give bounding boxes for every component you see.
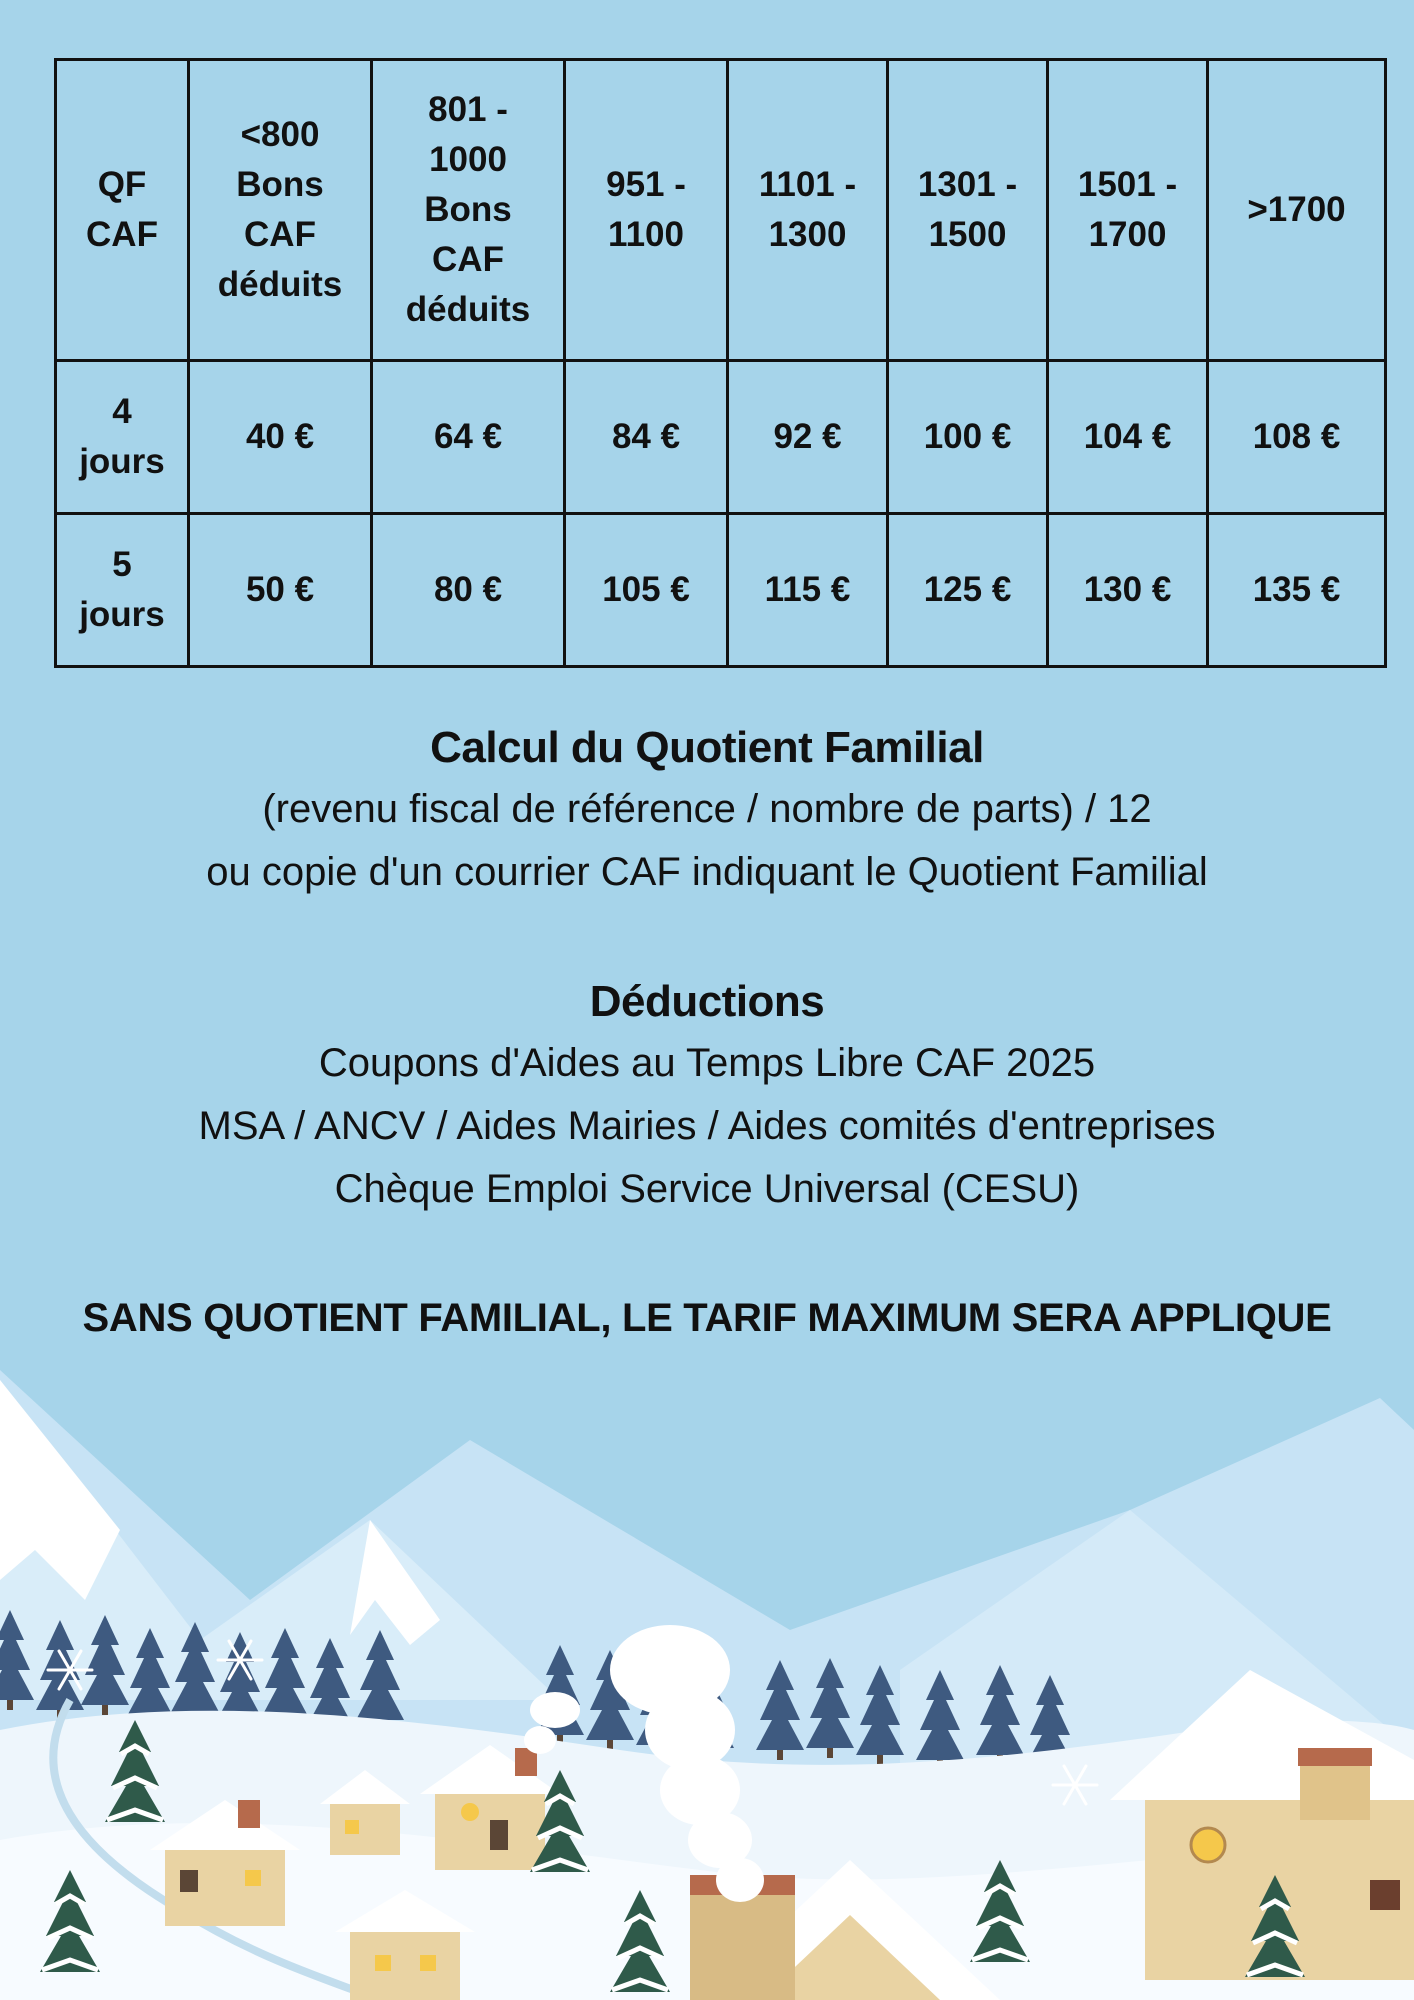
table-row: [56, 514, 1386, 667]
deductions-line: Coupons d'Aides au Temps Libre CAF 2025: [318, 1041, 1096, 1085]
warning-text: SANS QUOTIENT FAMILIAL, LE TARIF MAXIMUM SERA APPLIQUE: [82, 1296, 1332, 1340]
deductions-title: Déductions: [589, 977, 825, 1026]
quotient-formula: (revenu fiscal de référence / nombre de parts) / 12: [262, 787, 1152, 831]
header-cell: <800 Bons CAF déduits: [189, 60, 372, 361]
price-cell: 84 €: [565, 361, 728, 514]
header-cell: 1501 - 1700: [1048, 60, 1208, 361]
price-cell: 92 €: [728, 361, 888, 514]
header-cell: 1101 - 1300: [728, 60, 888, 361]
header-cell: 801 - 1000 Bons CAF déduits: [372, 60, 565, 361]
price-cell: 80 €: [372, 514, 565, 667]
deductions-line: MSA / ANCV / Aides Mairies / Aides comités d'entreprises: [198, 1104, 1216, 1148]
price-cell: 104 €: [1048, 361, 1208, 514]
quotient-alternative: ou copie d'un courrier CAF indiquant le Quotient Familial: [206, 850, 1208, 894]
tariff-table: [54, 58, 1387, 668]
price-cell: 115 €: [728, 514, 888, 667]
deductions-section: [0, 972, 1414, 1221]
row-label: 5 jours: [56, 514, 189, 667]
header-cell: 1301 - 1500: [888, 60, 1048, 361]
table-header-row: [56, 60, 1386, 361]
row-label: 4 jours: [56, 361, 189, 514]
winter-village-illustration: [0, 1370, 1414, 2000]
price-cell: 50 €: [189, 514, 372, 667]
price-cell: 105 €: [565, 514, 728, 667]
table-row: [56, 361, 1386, 514]
price-cell: 64 €: [372, 361, 565, 514]
deductions-line: Chèque Emploi Service Universal (CESU): [334, 1167, 1080, 1211]
price-cell: 130 €: [1048, 514, 1208, 667]
price-cell: 100 €: [888, 361, 1048, 514]
price-cell: 40 €: [189, 361, 372, 514]
quotient-title: Calcul du Quotient Familial: [430, 723, 984, 772]
price-cell: 125 €: [888, 514, 1048, 667]
header-cell-qf: QF CAF: [56, 60, 189, 361]
header-cell: >1700: [1208, 60, 1386, 361]
price-cell: 135 €: [1208, 514, 1386, 667]
header-cell: 951 - 1100: [565, 60, 728, 361]
quotient-section: [0, 718, 1414, 904]
price-cell: 108 €: [1208, 361, 1386, 514]
